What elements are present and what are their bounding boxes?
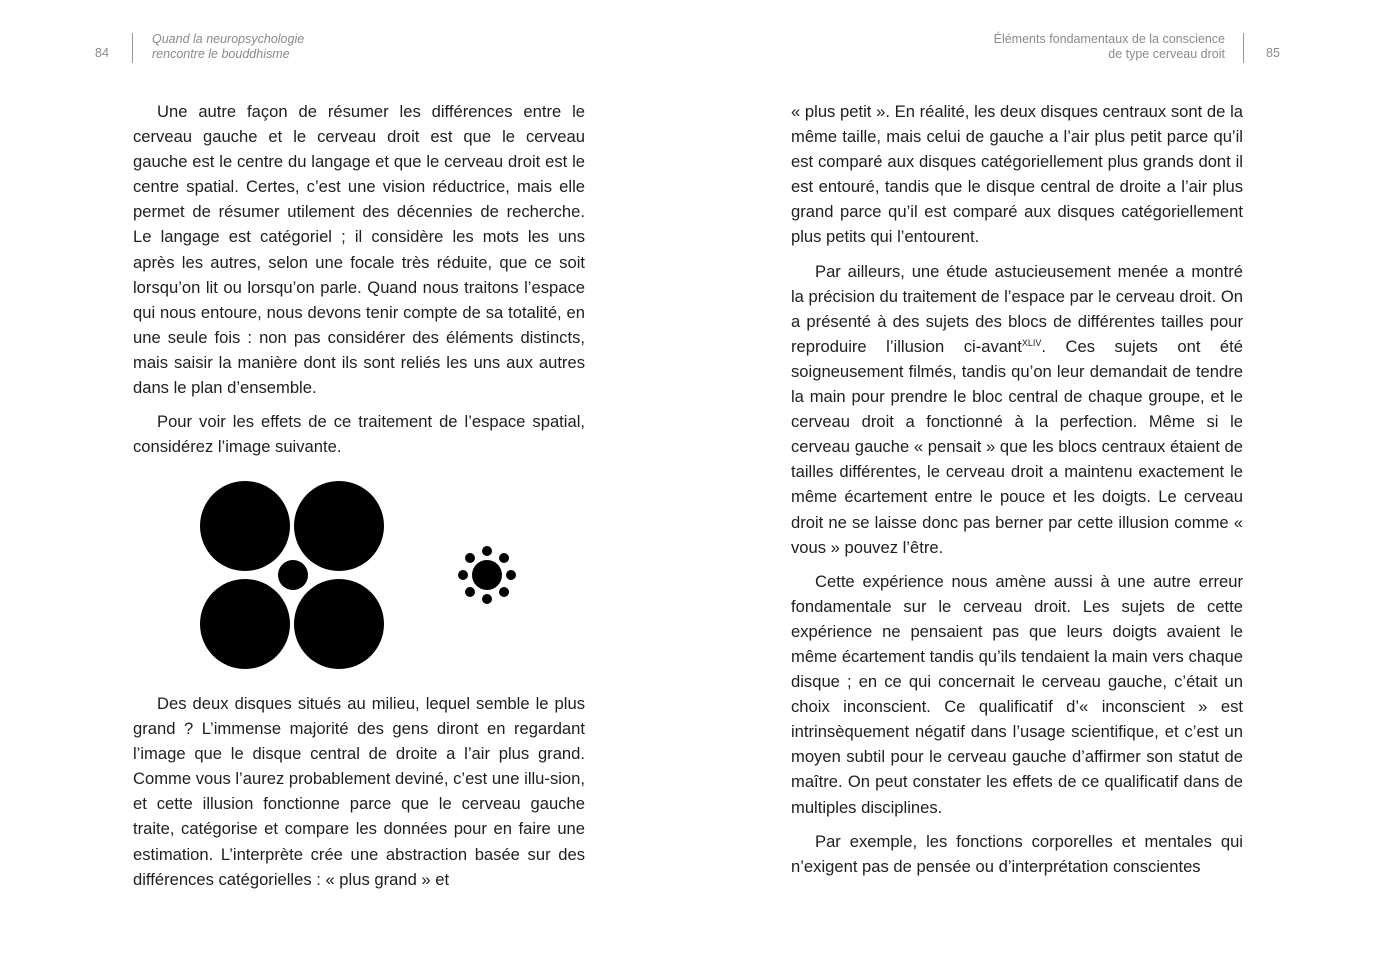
paragraph: « plus petit ». En réalité, les deux disques centraux sont de la même taille, mais celui de gauche a l’air plus petit parce qu’il est comparé aux disques catégoriellement plus grands dont il est entouré, tandis que le disque central de droite a l’air plus grand parce qu’il est comparé aux disques catégoriellement plus petits qui l’entourent.	[791, 102, 1243, 247]
large-disc	[294, 579, 384, 669]
large-surround-group	[200, 481, 384, 669]
running-head-left-line1: Quand la neuropsychologie	[152, 32, 305, 46]
running-head-right-line2: de type cerveau droit	[1108, 47, 1225, 61]
small-disc	[465, 553, 475, 563]
paragraph	[791, 259, 1243, 560]
paragraph: Par exemple, les fonctions corporelles et mentales qui n’exigent pas de pensée ou d’interprétation conscientes	[791, 831, 1243, 876]
header-rule-left	[132, 33, 133, 63]
large-disc	[200, 579, 290, 669]
running-head-left-line2: rencontre le bouddhisme	[152, 47, 290, 61]
running-head-right	[994, 32, 1225, 62]
running-head-left	[152, 32, 304, 62]
ebbinghaus-illusion-figure	[195, 478, 525, 674]
small-disc	[458, 570, 468, 580]
left-text-bottom	[133, 691, 585, 901]
left-text-top	[133, 99, 585, 468]
right-page	[700, 0, 1400, 980]
paragraph-text: Par ailleurs, une étude astucieusement menée a montré la précision du traitement de l’espace par le cerveau droit. On a présenté à des sujets des blocs de différentes tailles pour reproduire l’illusion ci-avant	[791, 261, 1243, 356]
page-number-left: 84	[95, 46, 109, 60]
small-disc	[499, 587, 509, 597]
large-disc	[294, 481, 384, 571]
central-disc-left	[278, 560, 308, 590]
paragraph: Cette expérience nous amène aussi à une autre erreur fondamentale sur le cerveau droit. Les sujets de cette expérience ne pensaient pas que leurs doigts avaient le même écartement tandis qu’ils tendaient la main vers chaque disque ; en ce qui concernait le cerveau gauche, c’était un choix inconscient. Ce qualificatif d’« inconscient » est intrinsèquement négatif dans l’usage scientifique, et c’est un moyen subtil pour le cerveau gauche d’affirmer son statut de maître. On peut constater les effets de ce qualificatif dans de multiples disciplines.	[791, 571, 1243, 817]
endnote-marker[interactable]: XLIV	[1021, 337, 1042, 348]
small-disc	[499, 553, 509, 563]
paragraph: Des deux disques situés au milieu, lequel semble le plus grand ? L’immense majorité des gens diront en regardant l’image que le disque central de droite a l’air plus grand. Comme vous l’aurez probablement deviné, c’est une illu-sion, et cette illusion fonctionne parce que le cerveau gauche traite, catégorise et compare les données pour en faire une estimation. L’interprète crée une abstraction basée sur des différences catégorielles : « plus grand » et	[133, 694, 585, 889]
running-head-right-line1: Éléments fondamentaux de la conscience	[993, 32, 1225, 46]
small-disc	[465, 587, 475, 597]
central-disc-right	[472, 560, 502, 590]
small-disc	[482, 594, 492, 604]
right-text	[791, 99, 1243, 888]
paragraph: Pour voir les effets de ce traitement de l’espace spatial, considérez l’image suivante.	[133, 412, 585, 457]
paragraph-text: . Ces sujets ont été soigneusement filmés, tandis qu’on leur demandait de tendre la main pour prendre le bloc central de chaque groupe, et le cerveau droit a fonctionné à la perfection. Même si le cerveau gauche « pensait » que les blocs centraux étaient de tailles différentes, le cerveau droit a maintenu exactement le même écartement entre le pouce et les doigts. Le cerveau droit ne se laisse donc pas berner par cette illusion comme « vous » pouvez l’être.	[791, 336, 1244, 557]
page-number-right: 85	[1266, 46, 1280, 60]
small-disc	[506, 570, 516, 580]
large-disc	[200, 481, 290, 571]
small-disc	[482, 546, 492, 556]
header-rule-right	[1243, 33, 1244, 63]
small-surround-group	[458, 546, 516, 604]
paragraph: Une autre façon de résumer les différences entre le cerveau gauche et le cerveau droit est que le cerveau gauche est le centre du langage et que le cerveau droit est le centre spatial. Certes, c’est une vision réductrice, mais elle permet de résumer utilement des décennies de recherche. Le langage est catégoriel ; il considère les mots les uns après les autres, selon une focale très réduite, que ce soit lorsqu’on lit ou lorsqu’on parle. Quand nous traitons l’espace qui nous entoure, nous devons tenir compte de sa totalité, en une seule fois : non pas considérer des éléments distincts, mais saisir la manière dont ils sont reliés les uns aux autres dans le plan d’ensemble.	[133, 102, 585, 398]
